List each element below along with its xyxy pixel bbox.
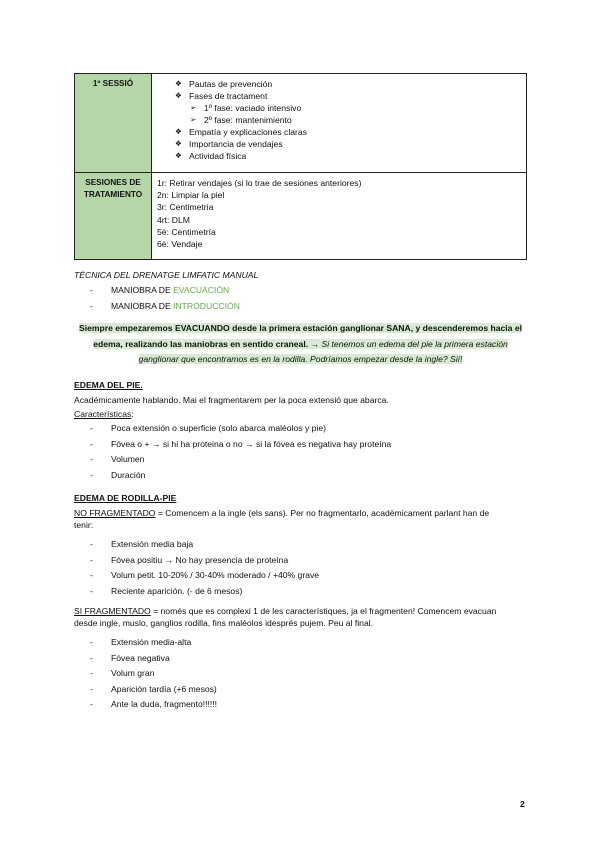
list-item xyxy=(74,299,527,315)
row-header: 1º SESSIÓ xyxy=(92,79,134,88)
list-item: - Volum gran xyxy=(74,666,527,682)
fragmented-list xyxy=(74,635,527,713)
maneuver-highlight: INTRODUCCIÓN xyxy=(173,300,240,311)
paragraph xyxy=(74,508,527,531)
list-item: 5è: Centimetría xyxy=(157,226,216,237)
paragraph-line: tenir: xyxy=(74,519,94,530)
note-arrow: → xyxy=(308,338,322,349)
maneuver-highlight: EVACUACIÓN xyxy=(173,285,230,295)
highlight-note xyxy=(74,321,527,368)
no-fragmented-text: = Comencem a la ingle (els sans). Per no fragmentarlo, acadèmicament parlant han de xyxy=(155,508,490,518)
list-item: - Aparición tardía (+6 mesos) xyxy=(74,682,527,698)
section-title: EDEMA DE RODILLA-PIE xyxy=(74,493,177,503)
characteristics-label: Características xyxy=(74,409,132,419)
maneuver-prefix: MANIOBRA DE xyxy=(111,285,174,295)
list-item: - Volumen xyxy=(74,452,527,468)
bullet-list xyxy=(157,126,521,162)
list-item xyxy=(175,90,521,102)
page-number: 2 xyxy=(520,799,525,809)
list-item: - Extensión media-alta xyxy=(74,635,527,651)
paragraph-line: desde ingle, muslo, ganglios rodilla, fins maléolos idesprés pujem. Peu al final. xyxy=(74,617,374,628)
list-item: ❖ Empatía y explicaciones claras xyxy=(175,126,521,138)
bullet-list xyxy=(157,78,521,102)
note-bold: Siempre empezaremos EVACUANDO desde la primera estación ganglionar SANA, y descenderemos hacia el edema, realizando las maniobras en sentido craneal. xyxy=(78,323,523,349)
list-item: - Extensión media baja xyxy=(74,537,527,553)
list-item-label: Fases de tractament xyxy=(189,91,268,101)
section-title: TÈCNICA DEL DRENATGE LIMFATIC MANUAL xyxy=(74,270,259,280)
list-item: - Fóvea negativa xyxy=(74,651,527,667)
paragraph-line xyxy=(74,606,527,618)
list-item: ➢ 2º fase: mantenimiento xyxy=(190,114,521,126)
list-item: ❖ Actividad física xyxy=(175,150,521,162)
session-table xyxy=(74,73,527,260)
table-row xyxy=(75,74,527,173)
note-italic: Si tenemos un edema del pie la primera estación ganglionar que encontramos es en la rodilla. Podríamos empezar desde la ingle? Sií! xyxy=(138,338,508,364)
table-body-cell xyxy=(152,74,527,173)
table-body-cell xyxy=(152,173,527,260)
list-item: ➢ 1º fase: vaciado intensivo xyxy=(190,102,521,114)
list-item: - Duración xyxy=(74,468,527,484)
list-item: 6è: Vendaje xyxy=(157,239,203,250)
maneuver-list xyxy=(74,283,527,314)
paragraph-line xyxy=(74,508,527,520)
list-item: 1r: Retirar vendajes (si lo trae de sesiones anteriores) xyxy=(157,178,362,188)
maneuver-prefix: MANIOBRA DE xyxy=(111,300,174,311)
list-item: - Ante la duda, fragmento!!!!!! xyxy=(74,697,527,713)
list-item: ❖ Pautas de prevención xyxy=(175,78,521,90)
list-item: - Volum petit. 10-20% / 30-40% moderado / +40% grave xyxy=(74,568,527,584)
fragmented-text: = només que es complexi 1 de les característiques, ja el fragmenten! Comencem evacuan xyxy=(150,606,497,616)
list-item: 2n: Limpiar la piel xyxy=(157,190,225,201)
subheading xyxy=(74,409,134,421)
characteristics-list xyxy=(74,421,527,483)
list-item: - Fóvea positiu → No hay presencia de proteína xyxy=(74,553,527,569)
paragraph xyxy=(74,606,527,629)
list-item xyxy=(74,283,527,299)
table-header-cell xyxy=(75,74,152,173)
paragraph: Académicamente hablando. Mai el fragmentarem per la poca extensió que abarca. xyxy=(74,395,389,405)
fragmented-label: SI FRAGMENTADO xyxy=(74,606,151,616)
table-row xyxy=(75,173,527,260)
list-item: ❖ Importancia de vendajes xyxy=(175,138,521,150)
sub-list xyxy=(157,102,521,126)
list-item: - Fóvea o + → si hi ha proteina o no → si la fóvea es negativa hay proteína xyxy=(74,437,527,453)
section-title: EDEMA DEL PIE. xyxy=(74,380,143,390)
row-header: TRATAMIENTO xyxy=(83,189,143,199)
characteristics-colon: : xyxy=(131,409,134,419)
no-fragmented-label: NO FRAGMENTADO xyxy=(74,508,156,518)
table-header-cell xyxy=(75,173,152,260)
no-fragmented-list xyxy=(74,537,527,599)
list-item: 3r: Centimetria xyxy=(157,202,214,213)
row-header: SESIONES DE xyxy=(85,178,141,187)
list-item: - Reciente aparición. (- de 6 mesos) xyxy=(74,584,527,600)
list-item: - Poca extensión o superficie (solo abarca maléolos y pie) xyxy=(74,421,527,437)
list-item: 4rt: DLM xyxy=(157,214,190,225)
